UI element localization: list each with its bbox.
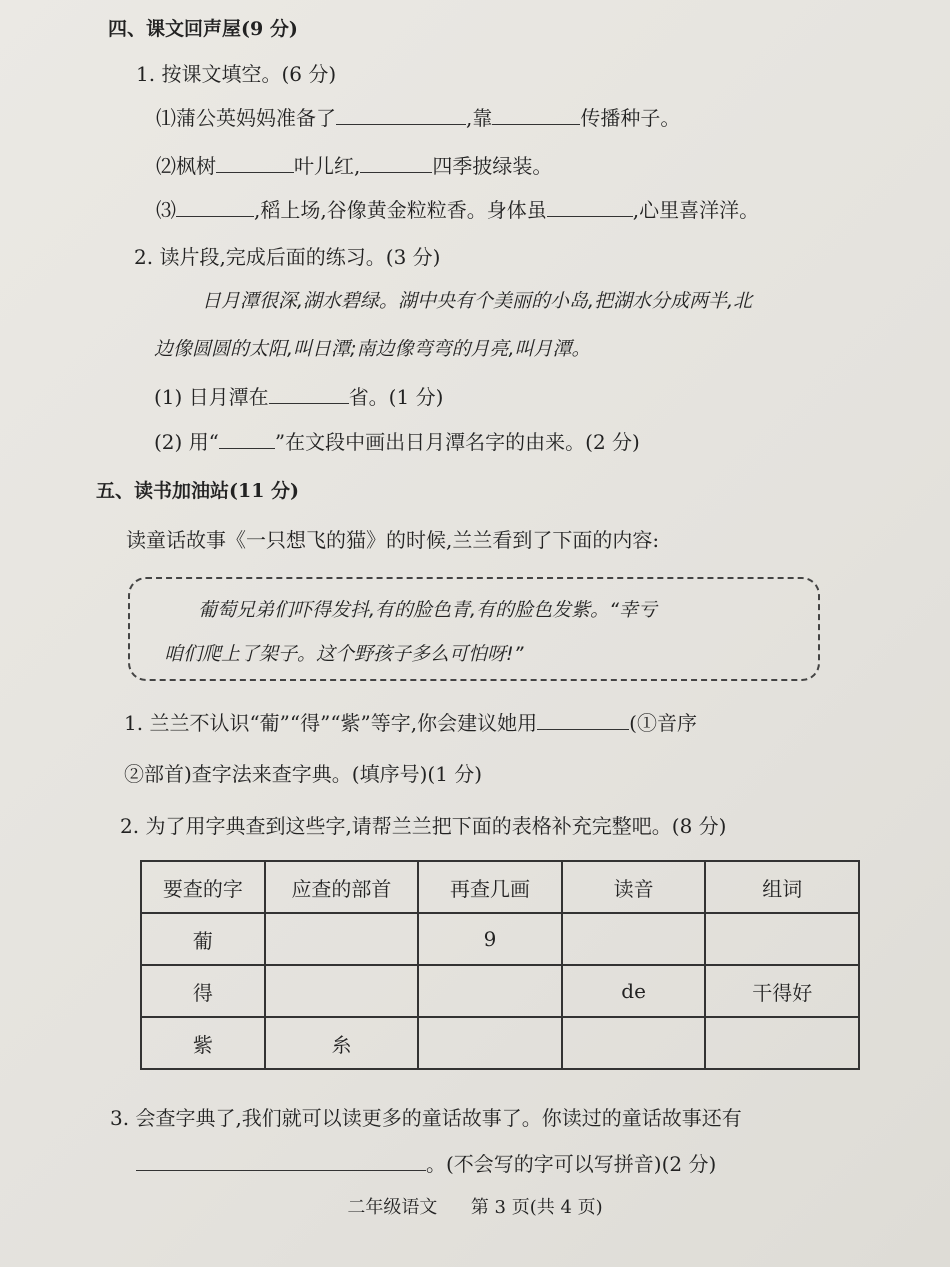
table-cell[interactable]: de bbox=[562, 965, 706, 1017]
s5-q1-line1 bbox=[124, 711, 697, 735]
q1-a-post: 传播种子。 bbox=[580, 106, 681, 130]
q1-c-pre: ⑶ bbox=[156, 198, 176, 222]
quote-line-2: 咱们爬上了架子。这个野孩子多么可怕呀!” bbox=[164, 643, 524, 665]
q1-b-mid: 叶儿红, bbox=[294, 154, 361, 178]
q1-a-blank1[interactable] bbox=[336, 106, 466, 125]
table-cell[interactable]: 9 bbox=[418, 913, 562, 965]
table-cell[interactable] bbox=[562, 913, 706, 965]
q1-b-pre: ⑵枫树 bbox=[156, 154, 216, 178]
q2-passage-line2: 边像圆圆的太阳,叫日潭;南边像弯弯的月亮,叫月潭。 bbox=[154, 338, 591, 360]
table-cell[interactable]: 糸 bbox=[265, 1017, 419, 1069]
s5-q2-prompt: 2. 为了用字典查到这些字,请帮兰兰把下面的表格补充完整吧。(8 分) bbox=[120, 814, 727, 838]
table-cell: 紫 bbox=[141, 1017, 265, 1069]
table-cell[interactable]: 干得好 bbox=[705, 965, 859, 1017]
q2-sub2-pre: (2) 用“ bbox=[154, 430, 219, 454]
table-cell[interactable] bbox=[705, 913, 859, 965]
table-header: 应查的部首 bbox=[265, 861, 419, 913]
q1-item-b bbox=[156, 154, 552, 178]
quote-line-1: 葡萄兄弟们吓得发抖,有的脸色青,有的脸色发紫。“幸亏 bbox=[198, 599, 657, 621]
page-footer bbox=[0, 1193, 950, 1219]
table-header-row bbox=[141, 861, 859, 913]
q1-b-blank2[interactable] bbox=[360, 154, 432, 173]
footer-subject: 二年级语文 bbox=[347, 1197, 438, 1218]
q1-b-blank1[interactable] bbox=[216, 154, 294, 173]
table-cell[interactable] bbox=[265, 913, 419, 965]
table-row bbox=[141, 913, 859, 965]
s5-q1-line2: ②部首)查字法来查字典。(填序号)(1 分) bbox=[124, 762, 483, 786]
q1-c-blank1[interactable] bbox=[176, 198, 254, 217]
s5-q3-line2 bbox=[136, 1152, 716, 1176]
q2-sub1-pre: (1) 日月潭在 bbox=[154, 385, 269, 409]
q1-item-a bbox=[156, 106, 680, 130]
footer-page-number: 第 3 页(共 4 页) bbox=[470, 1197, 603, 1218]
table-row bbox=[141, 1017, 859, 1069]
q1-a-pre: ⑴蒲公英妈妈准备了 bbox=[156, 106, 336, 130]
s5-q1-post: (①音序 bbox=[629, 711, 697, 735]
section-5-intro: 读童话故事《一只想飞的猫》的时候,兰兰看到了下面的内容: bbox=[126, 528, 660, 552]
q1-a-blank2[interactable] bbox=[492, 106, 580, 125]
s5-q3-line1: 3. 会查字典了,我们就可以读更多的童话故事了。你读过的童话故事还有 bbox=[110, 1106, 742, 1130]
table-cell[interactable] bbox=[418, 965, 562, 1017]
q2-sub1-post: 省。(1 分) bbox=[348, 385, 444, 409]
q1-b-post: 四季披绿装。 bbox=[432, 154, 553, 178]
q2-sub2-post: ”在文段中画出日月潭名字的由来。(2 分) bbox=[274, 430, 640, 454]
table-header: 组词 bbox=[705, 861, 859, 913]
q2-sub2-blank[interactable] bbox=[219, 430, 275, 449]
q1-c-post: ,心里喜洋洋。 bbox=[632, 198, 760, 222]
s5-q1-pre: 1. 兰兰不认识“葡”“得”“紫”等字,你会建议她用 bbox=[124, 711, 538, 735]
table-cell: 葡 bbox=[141, 913, 265, 965]
table-header: 读音 bbox=[562, 861, 706, 913]
section-4-title: 四、课文回声屋(9 分) bbox=[108, 18, 298, 40]
q1-item-c bbox=[156, 198, 759, 222]
q1-prompt: 1. 按课文填空。(6 分) bbox=[136, 62, 337, 86]
q2-passage-line1: 日月潭很深,湖水碧绿。湖中央有个美丽的小岛,把湖水分成两半,北 bbox=[202, 290, 753, 312]
table-cell: 得 bbox=[141, 965, 265, 1017]
q2-sub1-blank[interactable] bbox=[269, 385, 349, 404]
q1-c-mid: ,稻上场,谷像黄金粒粒香。身体虽 bbox=[254, 198, 547, 222]
story-quote-box bbox=[128, 577, 820, 681]
table-cell[interactable] bbox=[562, 1017, 706, 1069]
s5-q3-blank[interactable] bbox=[136, 1152, 426, 1171]
q2-sub2 bbox=[154, 430, 640, 454]
q2-prompt: 2. 读片段,完成后面的练习。(3 分) bbox=[134, 245, 441, 269]
q1-c-blank2[interactable] bbox=[547, 198, 633, 217]
table-header: 再查几画 bbox=[418, 861, 562, 913]
table-header: 要查的字 bbox=[141, 861, 265, 913]
section-5-title: 五、读书加油站(11 分) bbox=[96, 480, 300, 502]
q2-sub1 bbox=[154, 385, 443, 409]
q1-a-mid: ,靠 bbox=[466, 106, 493, 130]
table-cell[interactable] bbox=[705, 1017, 859, 1069]
table-row bbox=[141, 965, 859, 1017]
s5-q1-blank[interactable] bbox=[537, 711, 629, 730]
table-cell[interactable] bbox=[418, 1017, 562, 1069]
table-cell[interactable] bbox=[265, 965, 419, 1017]
s5-q3-post: 。(不会写的字可以写拼音)(2 分) bbox=[426, 1152, 717, 1176]
dictionary-table bbox=[140, 860, 860, 1070]
